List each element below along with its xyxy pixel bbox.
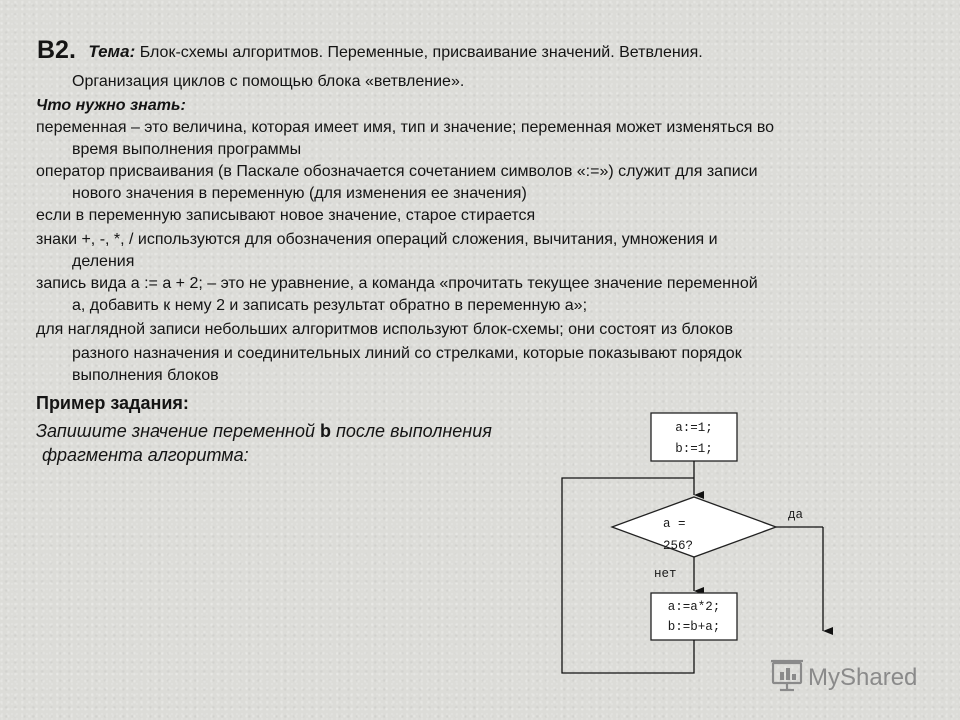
paragraph-line: знаки +, -, *, / используются для обозначения операций сложения, вычитания, умножения и	[36, 231, 718, 248]
need-to-know-heading: Что нужно знать:	[36, 97, 186, 114]
paragraph-line: разного назначения и соединительных линий со стрелками, которые показывают порядок	[72, 345, 742, 362]
body-line: a:=a*2;	[667, 600, 721, 614]
paragraph-line: оператор присваивания (в Паскале обозначается сочетанием символов «:=») служит для записи	[36, 163, 758, 180]
task-variable: b	[319, 421, 331, 441]
topic-continuation: Организация циклов с помощью блока «ветвление».	[72, 73, 465, 90]
watermark-logo	[770, 656, 930, 696]
task-text-part: Запишите значение переменной	[36, 421, 320, 441]
paragraph-line: нового значения в переменную (для изменения ее значения)	[72, 185, 527, 202]
paragraph-line: если в переменную записывают новое значение, старое стирается	[36, 207, 536, 224]
yes-label: да	[788, 508, 804, 522]
condition-block	[612, 497, 776, 557]
init-line: a:=1;	[675, 421, 713, 435]
paragraph-line: выполнения блоков	[72, 367, 219, 384]
watermark-text: MyShared	[808, 664, 918, 691]
paragraph-line: запись вида a := a + 2; – это не уравнение, а команда «прочитать текущее значение переменной	[36, 275, 758, 292]
topic-label: Тема:	[88, 42, 136, 61]
paragraph-line: переменная – это величина, которая имеет имя, тип и значение; переменная может изменяться во	[36, 119, 775, 136]
init-line: b:=1;	[675, 442, 713, 456]
task-text-line2: фрагмента алгоритма:	[42, 445, 249, 465]
condition-line: 256?	[663, 539, 694, 553]
topic-text: Блок-схемы алгоритмов. Переменные, присваивание значений. Ветвления.	[139, 44, 703, 61]
task-number: B2.	[37, 36, 76, 64]
paragraph-line: деления	[72, 253, 135, 270]
no-label: нет	[654, 567, 677, 581]
task-text-part: после выполнения	[330, 421, 492, 441]
paragraph-line: a, добавить к нему 2 и записать результат обратно в переменную a»;	[72, 297, 588, 314]
example-heading: Пример задания:	[36, 393, 189, 413]
paragraph-line: время выполнения программы	[72, 141, 302, 158]
paragraph-line: для наглядной записи небольших алгоритмов используют блок-схемы; они состоят из блоков	[36, 321, 733, 338]
body-line: b:=b+a;	[667, 620, 721, 634]
condition-line: a =	[663, 517, 686, 531]
